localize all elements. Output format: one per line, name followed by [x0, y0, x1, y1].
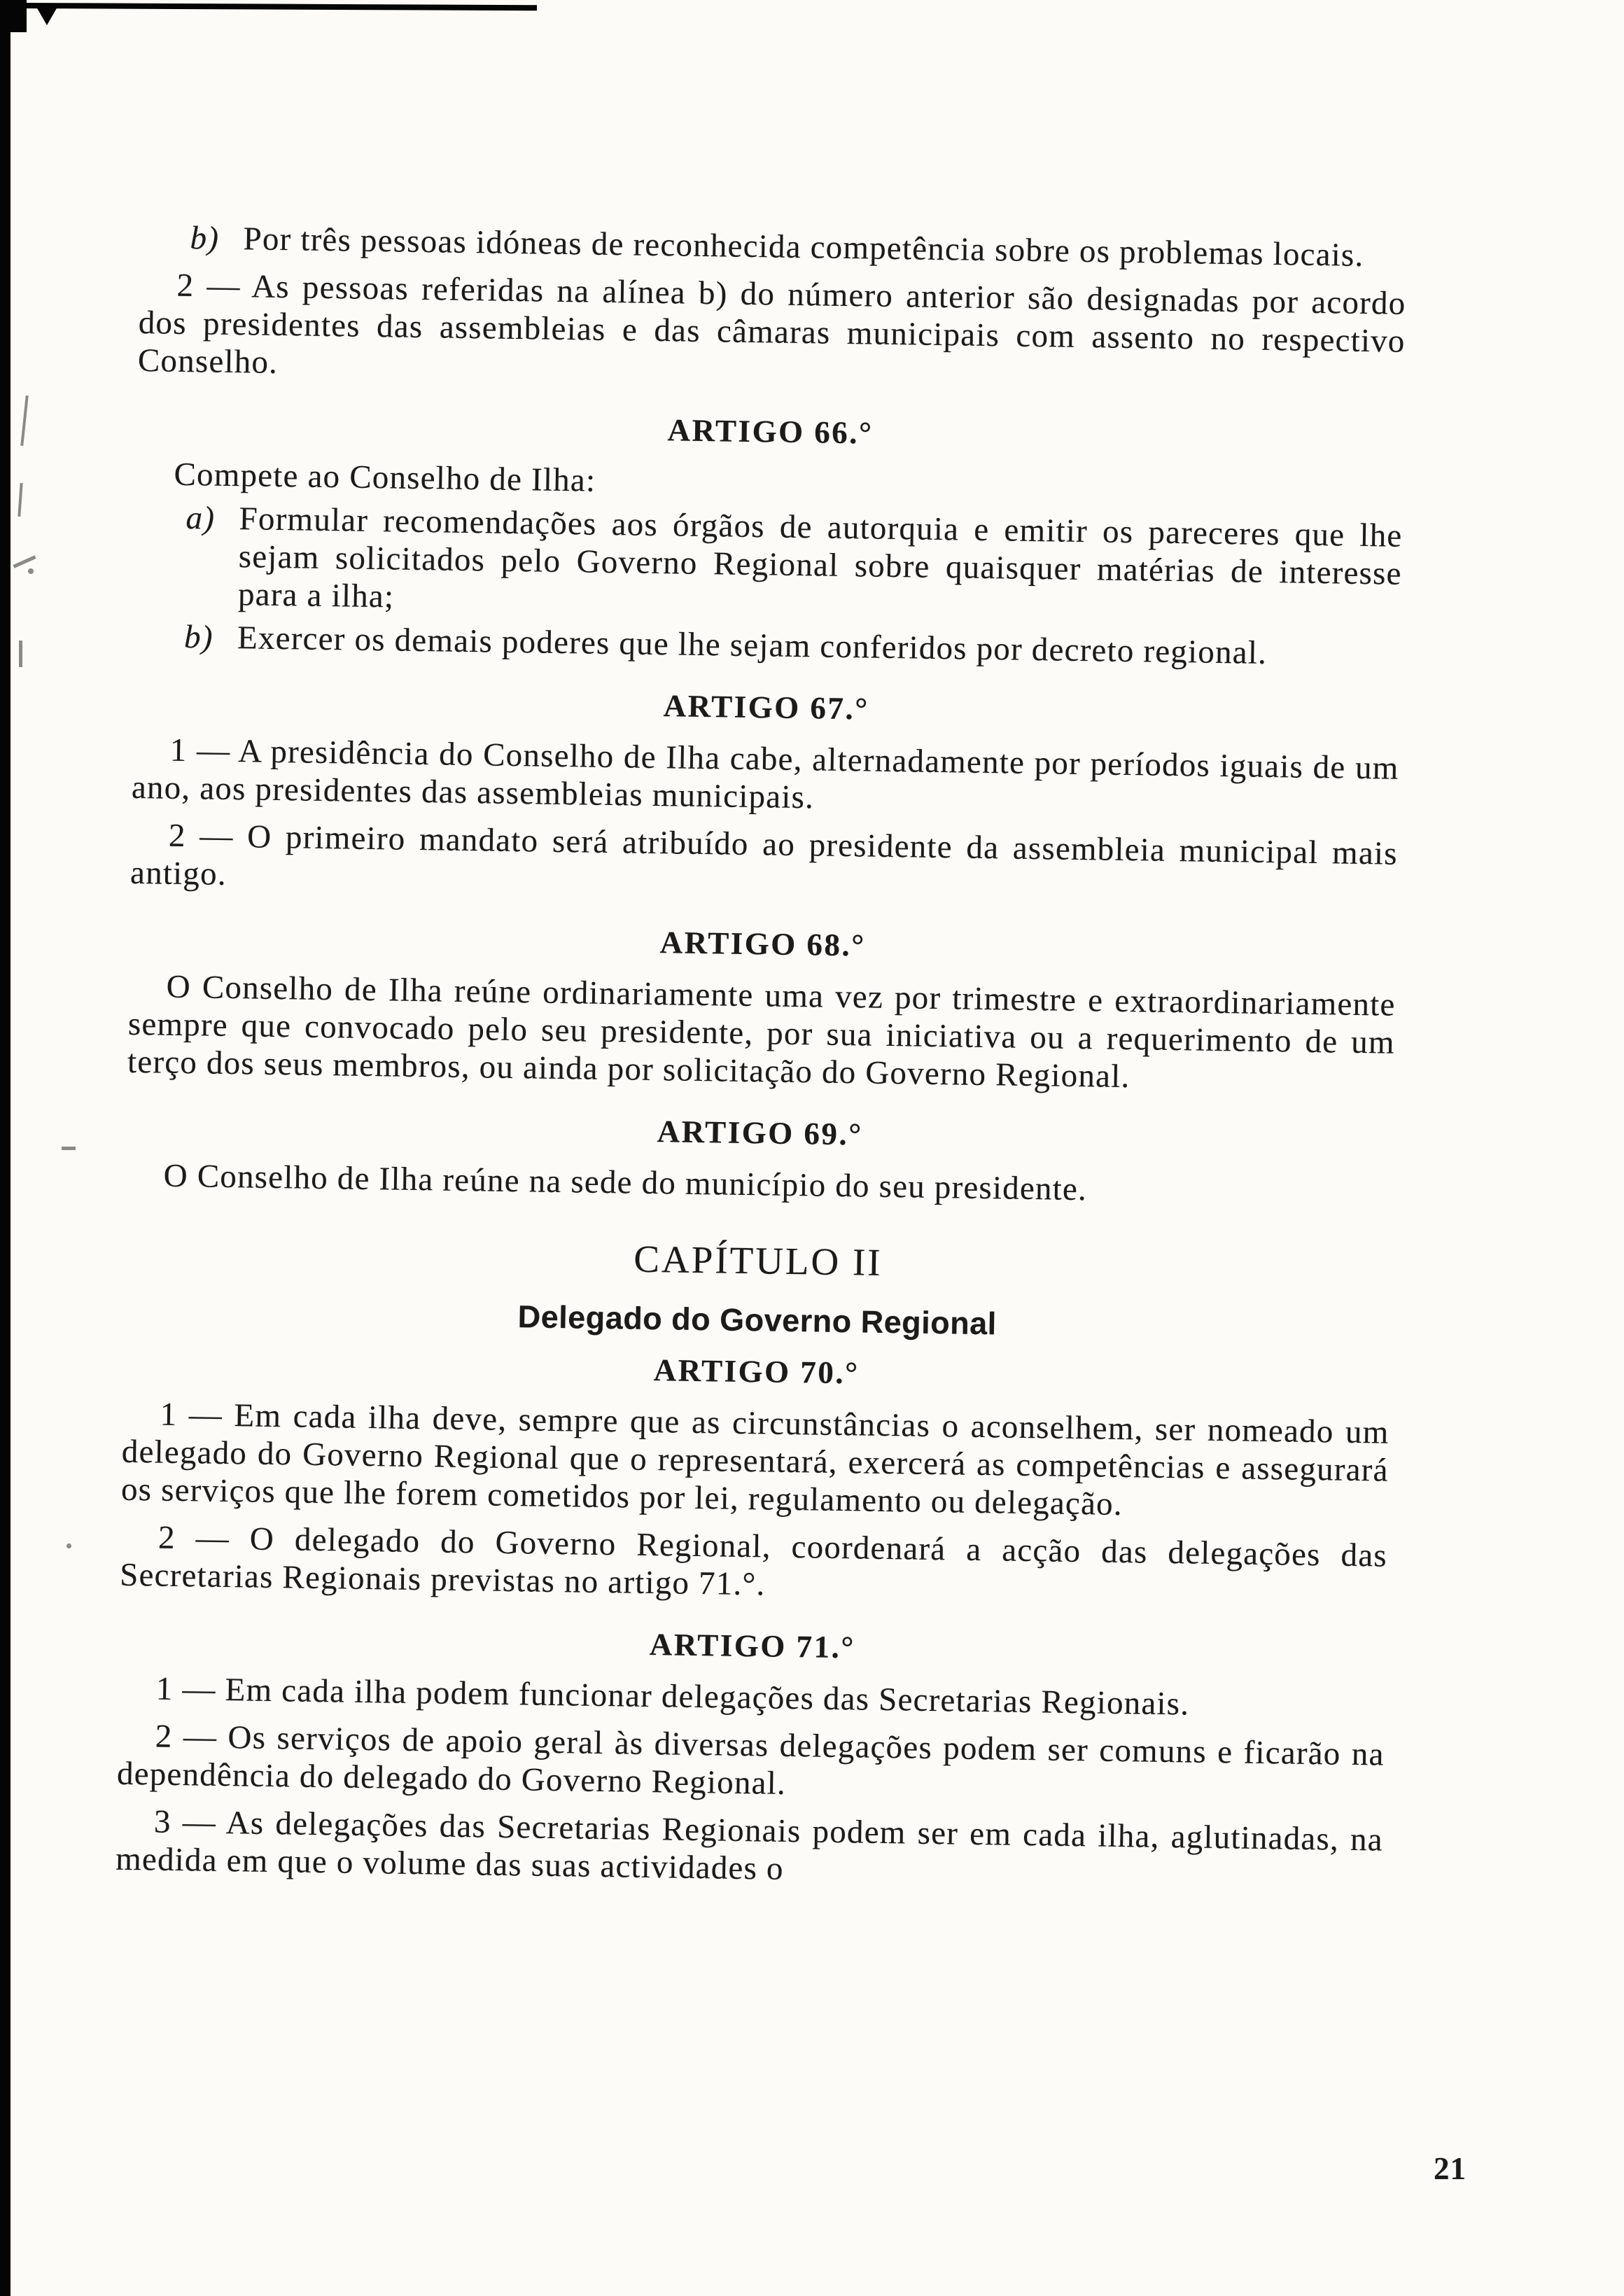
scan-artifact-margin-mark [19, 640, 22, 667]
list-marker: b) [190, 220, 220, 257]
paragraph-artigo-70-1: 1 — Em cada ilha deve, sempre que as circunstâncias o aconselhem, ser nomeado um delegado do Governo Regional que o representará, exercerá as competências e assegurará os serviços que lhe forem cometidos por lei, regulamento ou delegação. [120, 1396, 1390, 1522]
heading-artigo-70: ARTIGO 70.° [653, 1352, 860, 1391]
paragraph-artigo-71-2: 2 — Os serviços de apoio geral às diversas delegações podem ser comuns e ficarão na dependência do delegado do Governo Regional. [116, 1718, 1385, 1802]
paragraph-artigo-70-2: 2 — O delegado do Governo Regional, coordenará a acção das delegações das Secretarias Regionais previstas no artigo 71.°. [119, 1519, 1388, 1603]
page-number: 21 [1434, 2151, 1466, 2186]
heading-artigo-68: ARTIGO 68.° [659, 925, 867, 963]
scan-artifact-margin-mark [20, 396, 29, 446]
page-content [115, 218, 1407, 1896]
list-item-text: Formular recomendações aos órgãos de autorquia e emitir os pareceres que lhe sejam solicitados pelo Governo Regional sobre quaisquer matérias de interesse para a ilha; [237, 500, 1403, 615]
scan-artifact-left-bar [0, 0, 10, 2296]
paragraph-artigo-67-1: 1 — A presidência do Conselho de Ilha cabe, alternadamente por períodos iguais de um ano, aos presidentes das assembleias municipais. [131, 732, 1399, 816]
scan-artifact-triangle-mark [36, 7, 57, 25]
heading-artigo-67: ARTIGO 67.° [663, 688, 870, 727]
paragraph-preamble-2: 2 — As pessoas referidas na alínea b) do número anterior são designadas por acordo dos presidentes das assembleias e das câmaras municipais com assento no respectivo Conselho. [137, 267, 1406, 382]
heading-artigo-69: ARTIGO 69.° [657, 1114, 864, 1152]
scan-artifact-top-line [22, 3, 537, 10]
list-item-b-preamble [139, 218, 1407, 275]
list-marker: a) [186, 500, 216, 537]
heading-artigo-66: ARTIGO 66.° [667, 412, 874, 451]
paragraph-artigo-67-2: 2 — O primeiro mandato será atribuído ao presidente da assembleia municipal mais antigo. [130, 817, 1399, 892]
paragraph-artigo-71-3: 3 — As delegações das Secretarias Regionais podem ser em cada ilha, aglutinadas, na medida em que o volume das suas actividades o [115, 1803, 1384, 1887]
scan-artifact-margin-mark [62, 1147, 76, 1150]
scan-artifact-margin-mark [13, 555, 36, 568]
paragraph-artigo-66-lead: Compete ao Conselho de Ilha: [174, 456, 596, 499]
list-item-a-artigo-66 [134, 498, 1403, 631]
paragraph-artigo-69-1: O Conselho de Ilha reúne na sede do município do seu presidente. [163, 1157, 1088, 1208]
scan-artifact-margin-mark [28, 568, 34, 574]
paragraph-artigo-68-1: O Conselho de Ilha reúne ordinariamente uma vez por trimestre e extraordinariamente sempre que convocado pelo seu presidente, por sua iniciativa ou a requerimento de um terço dos seus membros, ou ainda por solicitação do Governo Regional. [127, 968, 1396, 1096]
list-item-text: Exercer os demais poderes que lhe sejam conferidos por decreto regional. [237, 620, 1268, 672]
scan-artifact-margin-mark [66, 1544, 71, 1548]
list-item-text: Por três pessoas idóneas de reconhecida competência sobre os problemas locais. [243, 220, 1364, 274]
heading-capitulo-2: CAPÍTULO II [633, 1237, 883, 1284]
paragraph-artigo-71-1: 1 — Em cada ilha podem funcionar delegações das Secretarias Regionais. [155, 1670, 1190, 1723]
scan-artifact-margin-mark [18, 483, 22, 517]
subheading-capitulo-2: Delegado do Governo Regional [517, 1298, 997, 1342]
list-marker: b) [183, 619, 214, 656]
heading-artigo-71: ARTIGO 71.° [649, 1626, 856, 1665]
